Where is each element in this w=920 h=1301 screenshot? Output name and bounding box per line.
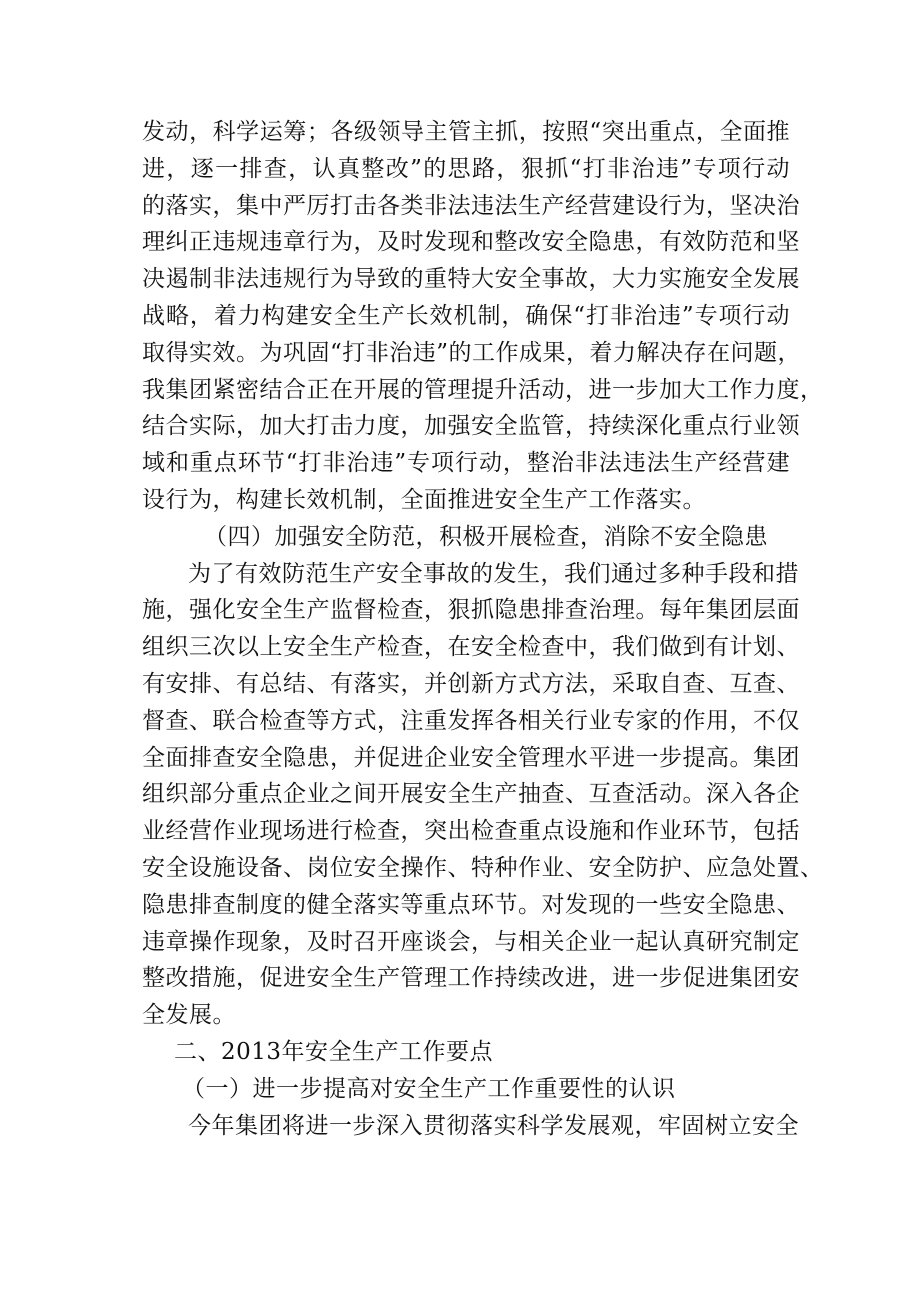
document-body — [142, 114, 824, 1144]
subsection-heading-1: （一）进一步提高对安全生产工作重要性的认识 — [182, 1075, 676, 1102]
text-line: 域和重点环节“打非治违”专项行动，整治非法违法生产经营建 — [142, 450, 790, 477]
text-line: 决遏制非法违规行为导致的重特大安全事故，大力实施安全发展 — [142, 266, 800, 293]
text-line: 业经营作业现场进行检查，突出检查重点设施和作业环节，包括 — [142, 818, 800, 845]
paragraph-1 — [142, 114, 824, 519]
text-line: 全面排查安全隐患，并促进企业安全管理水平进一步提高。集团 — [142, 744, 800, 771]
text-line: 组织三次以上安全生产检查，在安全检查中，我们做到有计划、 — [142, 634, 800, 661]
part-heading-2: 二、2013年安全生产工作要点 — [174, 1038, 494, 1065]
text-line: 隐患排查制度的健全落实等重点环节。对发现的一些安全隐患、 — [142, 891, 800, 918]
text-line: 理纠正违规违章行为，及时发现和整改安全隐患，有效防范和坚 — [142, 229, 800, 256]
text-line: 安全设施设备、岗位安全操作、特种作业、安全防护、应急处置、 — [142, 854, 824, 881]
text-line: 发动，科学运筹；各级领导主管主抓，按照“突出重点，全面推 — [142, 119, 790, 145]
text-line: 战略，着力构建安全生产长效机制，确保“打非治违”专项行动 — [142, 302, 790, 329]
section-heading-4: （四）加强安全防范，积极开展检查，消除不安全隐患 — [204, 523, 768, 550]
text-line: 组织部分重点企业之间开展安全生产抽查、互查活动。深入各企 — [142, 781, 800, 808]
text-line: 结合实际，加大打击力度，加强安全监管，持续深化重点行业领 — [142, 413, 800, 440]
paragraph-2 — [142, 556, 824, 1034]
text-line: 为了有效防范生产安全事故的发生，我们通过多种手段和措 — [188, 560, 799, 587]
text-line: 有安排、有总结、有落实，并创新方式方法，采取自查、互查、 — [142, 670, 800, 697]
text-line: 的落实，集中严厉打击各类非法违法生产经营建设行为，坚决治 — [142, 192, 800, 219]
text-line: 今年集团将进一步深入贯彻落实科学发展观，牢固树立安全 — [188, 1112, 799, 1139]
text-line: 施，强化安全生产监督检查，狠抓隐患排查治理。每年集团层面 — [142, 597, 800, 624]
text-line: 整改措施，促进安全生产管理工作持续改进，进一步促进集团安 — [142, 965, 800, 992]
text-line: 进，逐一排查，认真整改”的思路，狠抓“打非治违”专项行动 — [142, 155, 790, 182]
text-line: 我集团紧密结合正在开展的管理提升活动，进一步加大工作力度， — [142, 376, 824, 403]
text-line: 取得实效。为巩固“打非治违”的工作成果，着力解决存在问题， — [142, 339, 802, 366]
text-line: 督查、联合检查等方式，注重发挥各相关行业专家的作用，不仅 — [142, 707, 800, 734]
text-line: 设行为，构建长效机制，全面推进安全生产工作落实。 — [142, 486, 706, 513]
text-line: 全发展。 — [142, 1002, 236, 1029]
paragraph-3 — [142, 1108, 799, 1145]
text-line: 违章操作现象，及时召开座谈会，与相关企业一起认真研究制定 — [142, 928, 800, 955]
